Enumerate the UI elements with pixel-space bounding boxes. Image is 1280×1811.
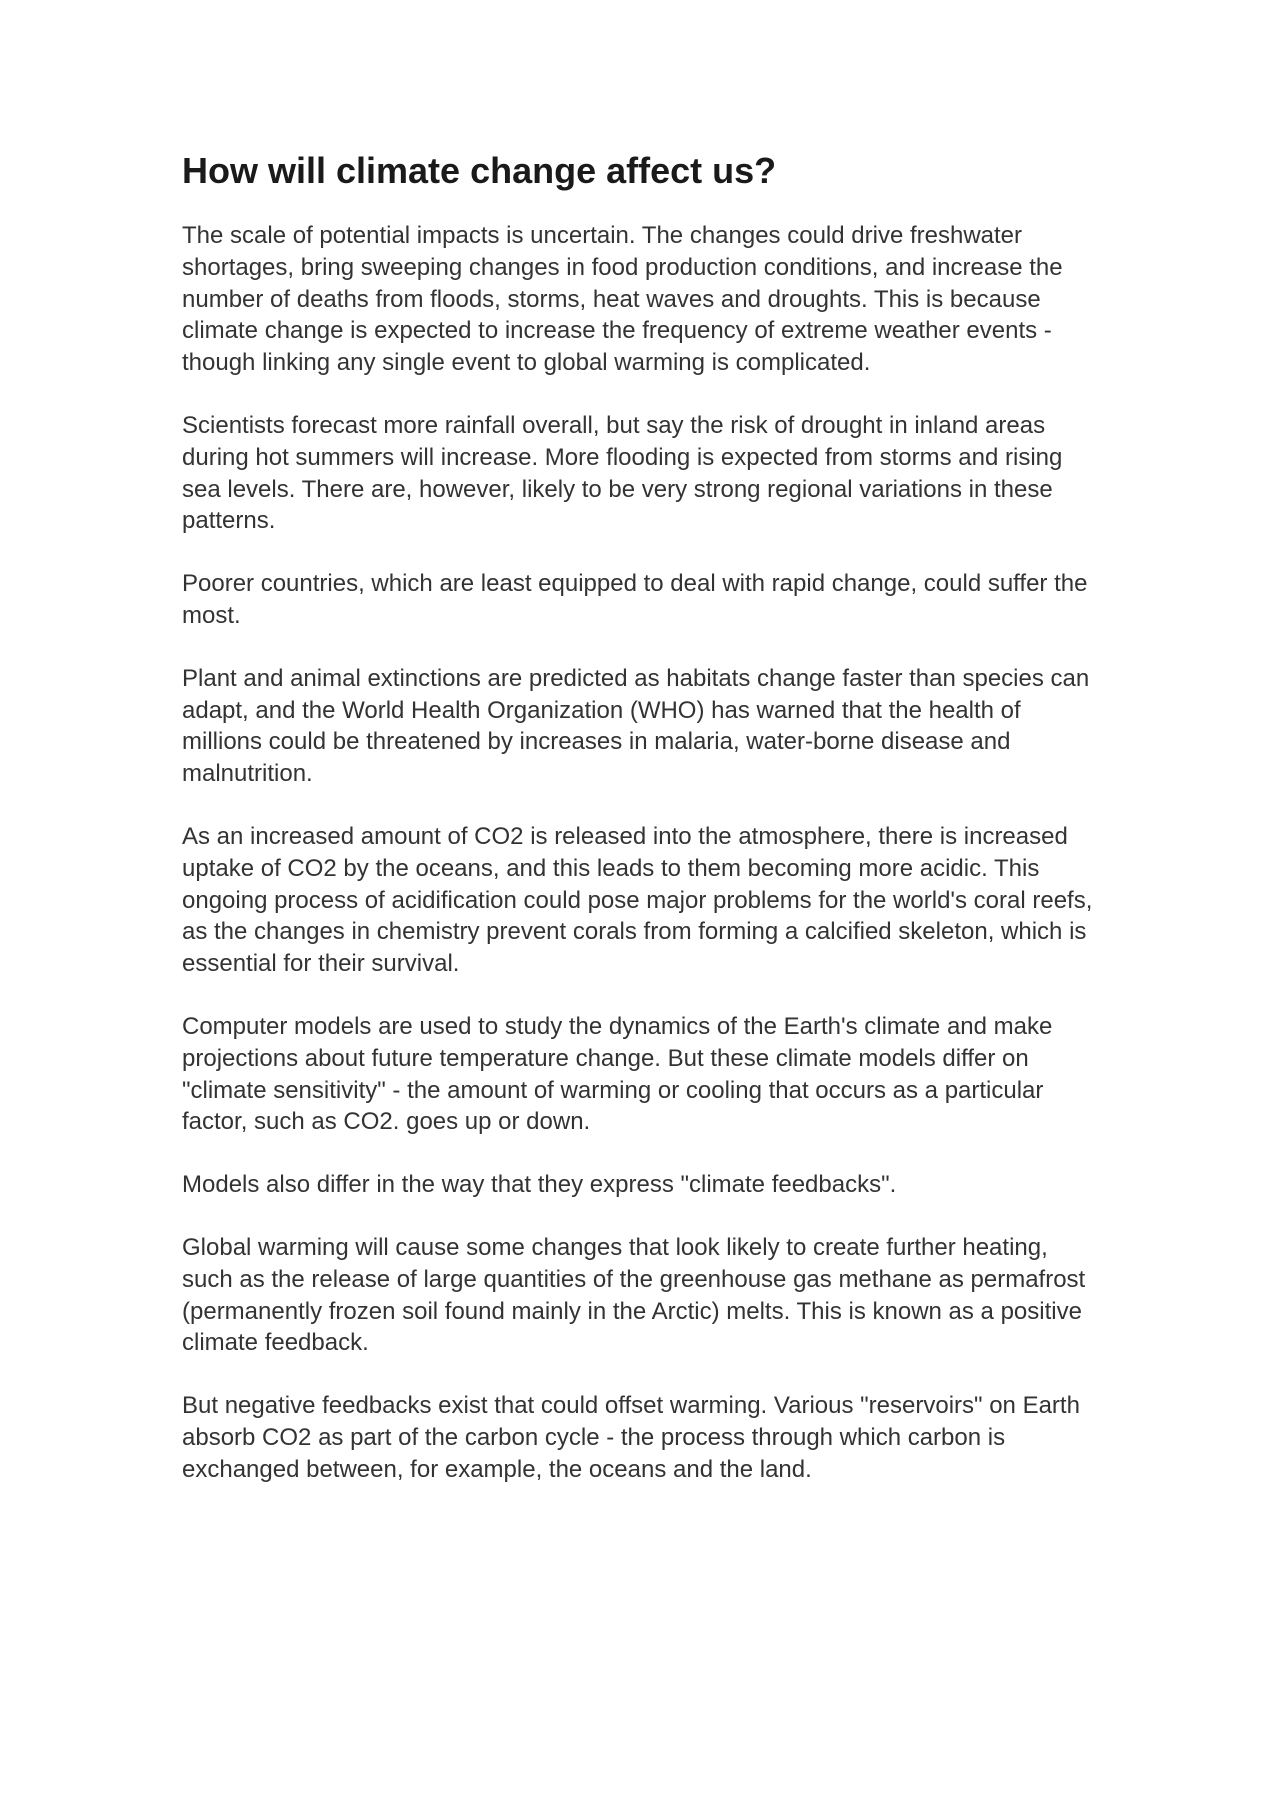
paragraph-acidification: As an increased amount of CO2 is released into the atmosphere, there is increased uptake of CO2 by the oceans, and this leads to them becoming more acidic. This ongoing process of acidification could pose major problems for the world's coral reefs, as the changes in chemistry prevent corals from forming a calcified skeleton, which is essential for their survival. bbox=[182, 822, 1093, 978]
paragraph-poorer-countries: Poorer countries, which are least equipped to deal with rapid change, could suffer the most. bbox=[182, 570, 1088, 629]
paragraph-positive-feedback: Global warming will cause some changes that look likely to create further heating, such as the release of large quantities of the greenhouse gas methane as permafrost (permanently frozen soil found mainly in the Arctic) melts. This is known as a positive climate feedback. bbox=[182, 1233, 1086, 1357]
paragraph-impacts: The scale of potential impacts is uncertain. The changes could drive freshwater shortages, bring sweeping changes in food production conditions, and increase the number of deaths from floods, storms, heat waves and droughts. This is because climate change is expected to increase the frequency of extreme weather events - though linking any single event to global warming is complicated. bbox=[182, 222, 1063, 377]
paragraph-negative-feedback: But negative feedbacks exist that could offset warming. Various "reservoirs" on Earth absorb CO2 as part of the carbon cycle - the process through which carbon is exchanged between, for example, the oceans and the land. bbox=[182, 1392, 1080, 1483]
paragraph-extinctions: Plant and animal extinctions are predicted as habitats change faster than species can adapt, and the World Health Organization (WHO) has warned that the health of millions could be threatened by increases in malaria, water-borne disease and malnutrition. bbox=[182, 664, 1090, 788]
page-title: How will climate change affect us? bbox=[182, 150, 777, 191]
article-body bbox=[182, 148, 1102, 1517]
paragraph-climate-feedbacks: Models also differ in the way that they express "climate feedbacks". bbox=[182, 1171, 897, 1199]
paragraph-computer-models: Computer models are used to study the dynamics of the Earth's climate and make projections about future temperature change. But these climate models differ on "climate sensitivity" - the amount of warming or cooling that occurs as a particular factor, such as CO2. goes up or down. bbox=[182, 1012, 1053, 1136]
paragraph-rainfall: Scientists forecast more rainfall overall, but say the risk of drought in inland areas during hot summers will increase. More flooding is expected from storms and rising sea levels. There are, however, likely to be very strong regional variations in these patterns. bbox=[182, 411, 1063, 535]
